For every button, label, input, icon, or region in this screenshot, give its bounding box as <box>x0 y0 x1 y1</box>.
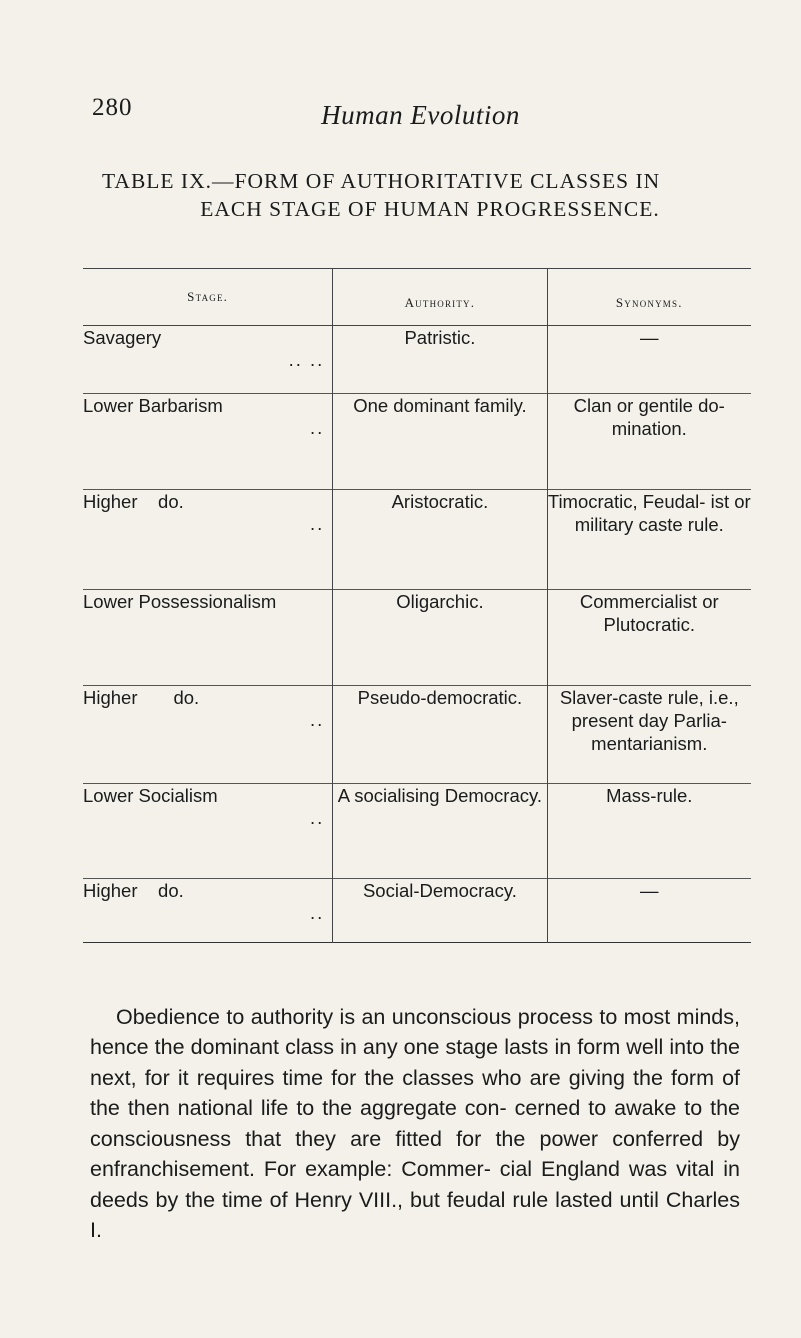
column-header-authority: Authority. <box>333 269 547 326</box>
authority-cell: Aristocratic. <box>333 490 547 590</box>
stage-cell: Higher do. .. <box>83 491 325 534</box>
stage-cell: Savagery .. .. <box>83 327 325 370</box>
table-row <box>83 490 751 590</box>
synonyms-cell: — <box>547 326 751 394</box>
synonyms-cell: Mass-rule. <box>547 784 751 879</box>
table-row <box>83 326 751 394</box>
authority-cell: Oligarchic. <box>333 590 547 686</box>
authority-cell: A socialising Democracy. <box>333 784 547 879</box>
table-row <box>83 590 751 686</box>
table-row <box>83 784 751 879</box>
table-row <box>83 879 751 943</box>
authority-cell: One dominant family. <box>333 394 547 490</box>
leader-dots: .. <box>310 709 325 730</box>
body-paragraph: Obedience to authority is an unconscious process to most minds, hence the dominant class in any one stage lasts in form well into the next, for it requires time for the classes who are giving the form of the then national life to the aggregate con- cerned to awake to the consciousness that they are fitted for the power conferred by enfranchisement. For example: Commer- cial England was vital in deeds by the time of Henry VIII., but feudal rule lasted until Charles I. <box>90 1004 740 1242</box>
leader-dots: .. .. <box>288 349 325 370</box>
authority-cell: Social-Democracy. <box>333 879 547 943</box>
authority-cell: Patristic. <box>333 326 547 394</box>
running-head: Human Evolution <box>321 100 520 130</box>
table-header-row <box>83 269 751 326</box>
table-title <box>80 167 780 223</box>
synonyms-cell: Slaver-caste rule, i.e., present day Parlia- mentarianism. <box>547 686 751 784</box>
synonyms-cell: Clan or gentile do- mination. <box>547 394 751 490</box>
table-title-line-2: EACH STAGE OF HUMAN PROGRESSENCE. <box>200 197 660 221</box>
stage-cell: Higher do. .. <box>83 687 325 730</box>
column-header-stage: Stage. <box>83 269 333 326</box>
authority-cell: Pseudo-democratic. <box>333 686 547 784</box>
synonyms-cell: Commercialist or Plutocratic. <box>547 590 751 686</box>
stage-cell: Lower Barbarism .. <box>83 395 325 438</box>
leader-dots: .. <box>310 417 325 438</box>
authoritative-classes-table <box>83 268 751 943</box>
leader-dots: .. <box>310 807 325 828</box>
stage-cell: Lower Socialism .. <box>83 785 325 828</box>
leader-dots: .. <box>310 513 325 534</box>
synonyms-cell: Timocratic, Feudal- ist or military caste rule. <box>547 490 751 590</box>
column-header-synonyms: Synonyms. <box>547 269 751 326</box>
table-title-line-1: TABLE IX.—FORM OF AUTHORITATIVE CLASSES IN <box>102 169 661 193</box>
leader-dots: .. <box>310 902 325 923</box>
synonyms-cell: — <box>547 879 751 943</box>
stage-cell: Lower Possessionalism <box>83 591 277 612</box>
stage-cell: Higher do. .. <box>83 880 325 923</box>
page-number: 280 <box>92 94 133 121</box>
table-row <box>83 394 751 490</box>
table-row <box>83 686 751 784</box>
